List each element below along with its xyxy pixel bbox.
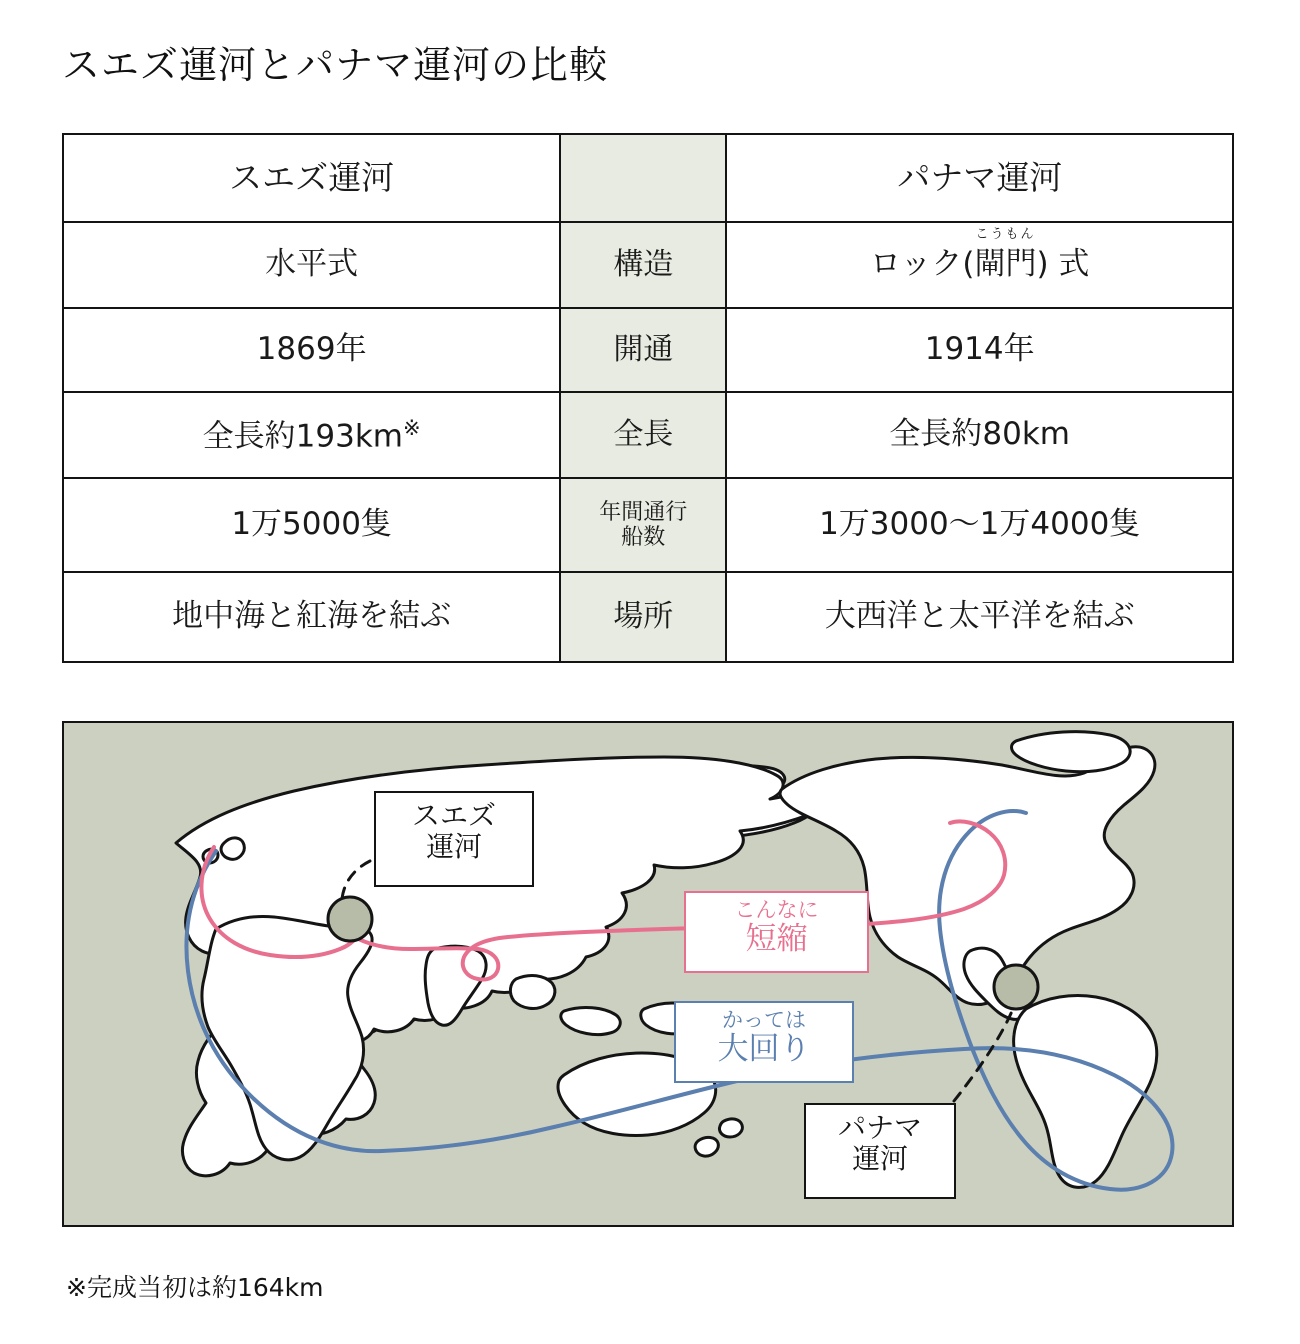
table-row-annual-ships (63, 478, 1233, 572)
cell-suez-ships: 1万5000隻 (63, 478, 560, 572)
cell-panama-structure (726, 222, 1233, 308)
table-row-header (63, 134, 1233, 222)
table-row-location (63, 572, 1233, 662)
callout-shortcut (684, 891, 869, 973)
india-peninsula (425, 946, 486, 1025)
footnote: ※完成当初は約164km (66, 1273, 324, 1302)
cell-suez-location: 地中海と紅海を結ぶ (63, 572, 560, 662)
callout-detour (674, 1001, 854, 1083)
label-panama-line1: パナマ (837, 1111, 922, 1144)
header-cell-panama: パナマ運河 (726, 134, 1233, 222)
cell-label-length: 全長 (560, 392, 726, 478)
southeast-asia-islands (510, 976, 555, 1009)
cell-panama-ships: 1万3000〜1万4000隻 (726, 478, 1233, 572)
cell-label-opening: 開通 (560, 308, 726, 392)
label-panama-canal (804, 1103, 956, 1199)
label-suez-line2: 運河 (425, 830, 482, 864)
header-cell-suez: スエズ運河 (63, 134, 560, 222)
table-row-structure (63, 222, 1233, 308)
label-ships-line2: 船数 (621, 525, 666, 550)
cell-panama-location: 大西洋と太平洋を結ぶ (726, 572, 1233, 662)
comparison-table (62, 133, 1234, 663)
callout-shortcut-line2: 短縮 (745, 921, 808, 958)
asterisk-mark: ※ (402, 415, 421, 440)
world-map-panel (62, 721, 1234, 1227)
cell-label-ships (560, 478, 726, 572)
label-suez-canal (374, 791, 534, 887)
label-panama-line2: 運河 (851, 1142, 908, 1176)
suez-canal-marker (328, 897, 372, 941)
greenland-landmass (1012, 732, 1131, 772)
panama-structure-ruby (974, 227, 1037, 283)
new-zealand-island-south (695, 1137, 718, 1156)
ruby-base: 閘門 (974, 246, 1037, 283)
cell-label-location: 場所 (560, 572, 726, 662)
header-cell-middle (560, 134, 726, 222)
label-suez-line1: スエズ (411, 799, 496, 832)
cell-panama-length: 全長約80km (726, 392, 1233, 478)
table-row-length (63, 392, 1233, 478)
ruby-reading: こうもん (975, 227, 1036, 243)
panama-structure-prefix: ロック( (869, 246, 975, 283)
comparison-table-container (62, 133, 1234, 663)
new-zealand-island (719, 1119, 742, 1137)
cell-panama-opening: 1914年 (726, 308, 1233, 392)
callout-shortcut-line1: こんなに (734, 898, 819, 922)
callout-detour-line1: かっては (722, 1008, 806, 1032)
world-map-svg (64, 723, 1231, 1224)
callout-detour-line2: 大回り (717, 1031, 811, 1068)
cell-suez-structure: 水平式 (63, 222, 560, 308)
table-row-opening (63, 308, 1233, 392)
south-america-landmass (1014, 996, 1157, 1188)
cell-suez-length (63, 392, 560, 478)
cell-suez-opening: 1869年 (63, 308, 560, 392)
panama-structure-suffix: ) 式 (1036, 246, 1090, 283)
panama-canal-marker (994, 965, 1038, 1009)
suez-length-value: 全長約193km (202, 417, 403, 454)
indonesia-islands (561, 1008, 620, 1035)
label-ships-line1: 年間通行 (599, 499, 688, 525)
cell-label-structure: 構造 (560, 222, 726, 308)
page-title: スエズ運河とパナマ運河の比較 (62, 43, 609, 87)
uk-island (221, 838, 244, 859)
